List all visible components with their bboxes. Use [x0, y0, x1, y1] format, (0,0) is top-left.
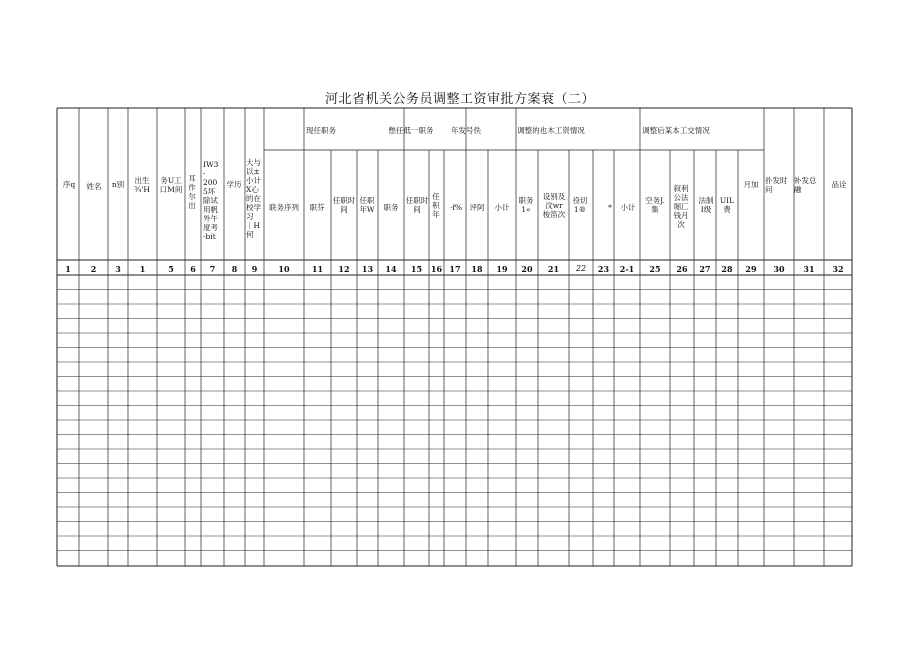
- column-number-22: 22: [575, 264, 587, 273]
- column-number-16: 16: [430, 264, 443, 274]
- column-number-11: 11: [311, 264, 324, 274]
- header-col-21: 设别及 汶wr 梭笛次: [542, 192, 566, 219]
- column-number-9: 9: [251, 264, 258, 274]
- column-number-20: 20: [521, 264, 533, 274]
- column-number-15: 15: [410, 264, 423, 274]
- header-col-24: 小计: [620, 203, 636, 212]
- group-adjusted-basic: 调整的也木工资情况: [517, 126, 585, 135]
- column-number-8: 8: [231, 264, 238, 274]
- column-number-2: 2: [90, 264, 97, 274]
- header-col-19: 小计: [494, 203, 510, 212]
- header-col-15: 任职时 间: [405, 196, 429, 214]
- column-number-31: 31: [803, 264, 815, 274]
- column-number-25: 25: [649, 264, 661, 274]
- header-col-20: 职务 1«: [518, 196, 534, 214]
- column-number-29: 29: [745, 264, 757, 274]
- header-col-30: 扑发时 问: [765, 176, 788, 194]
- header-col-13: 任职 年W: [359, 196, 375, 214]
- header-col-23: *: [608, 203, 612, 212]
- column-number-17: 17: [449, 264, 461, 274]
- header-col-25: 空务J. 集: [645, 196, 665, 214]
- column-number-13: 13: [361, 264, 374, 274]
- header-col-10: 联务序列: [269, 203, 299, 212]
- header-col-16: 任 积 年: [432, 192, 440, 219]
- header-col-17: ·f%: [449, 203, 463, 212]
- group-adjusted-after: 调整后某本工交情况: [642, 126, 710, 135]
- column-number-21: 21: [547, 264, 560, 274]
- column-number-23: 23: [597, 264, 610, 274]
- header-col-18: 评阿: [469, 203, 485, 212]
- column-number-6: 6: [190, 264, 196, 274]
- header-col-5: 务U工 口M间: [159, 176, 183, 194]
- header-col-27: 法制 I级: [698, 196, 714, 214]
- column-number-19: 19: [496, 264, 508, 274]
- column-number-14: 14: [385, 264, 397, 274]
- column-number-10: 10: [278, 264, 290, 274]
- header-col-1: 序q: [62, 180, 76, 189]
- column-number-12: 12: [338, 264, 350, 274]
- header-col-32: 品诠: [831, 180, 847, 189]
- group-annual: 年发号佚: [451, 126, 481, 135]
- column-number-27: 27: [699, 264, 711, 274]
- column-number-18: 18: [471, 264, 483, 274]
- header-col-22: 役切 1®: [572, 196, 588, 214]
- column-number-7: 7: [209, 264, 216, 274]
- header-col-28: UIL 费: [719, 196, 735, 214]
- header-col-6: 耳作 尔出: [188, 174, 196, 210]
- column-number-30: 30: [773, 264, 785, 274]
- group-current-post: 现任职务: [306, 126, 336, 135]
- header-col-14: 职务: [383, 203, 399, 212]
- document-title: 河北省机关公务员调整工资审批方案衰（二）: [324, 92, 595, 107]
- column-number-1: 1: [65, 264, 71, 274]
- header-col-9: 大与 以± 小计 X心 的在 校学 习 ｜H 何: [246, 158, 261, 239]
- column-number-24: 2-1: [619, 264, 635, 274]
- header-col-31: 补发总 融: [794, 176, 817, 194]
- header-col-3: n别: [111, 180, 125, 189]
- column-number-32: 32: [832, 264, 844, 274]
- header-col-4: 出生 ¾'H: [134, 176, 150, 194]
- header-col-8: 学历: [226, 180, 242, 189]
- column-number-5: 5: [168, 264, 174, 274]
- column-number-3: 3: [115, 264, 121, 274]
- header-col-26: 叙利 公法 堀匚 钱月 次: [673, 184, 689, 229]
- header-col-7: IW3 - 200 5坏 除试 用帆 外午 度考 -bit: [203, 160, 219, 241]
- header-col-29: 月加: [743, 180, 759, 189]
- column-number-28: 28: [721, 264, 733, 274]
- group-lower-post: 憋任低一职务: [388, 126, 434, 135]
- column-number-4: 1: [139, 264, 146, 274]
- column-number-26: 26: [676, 264, 688, 274]
- header-col-12: 任职时 间: [332, 196, 356, 214]
- header-col-11: 职芬: [309, 203, 325, 212]
- header-col-2: 姓名: [86, 182, 102, 191]
